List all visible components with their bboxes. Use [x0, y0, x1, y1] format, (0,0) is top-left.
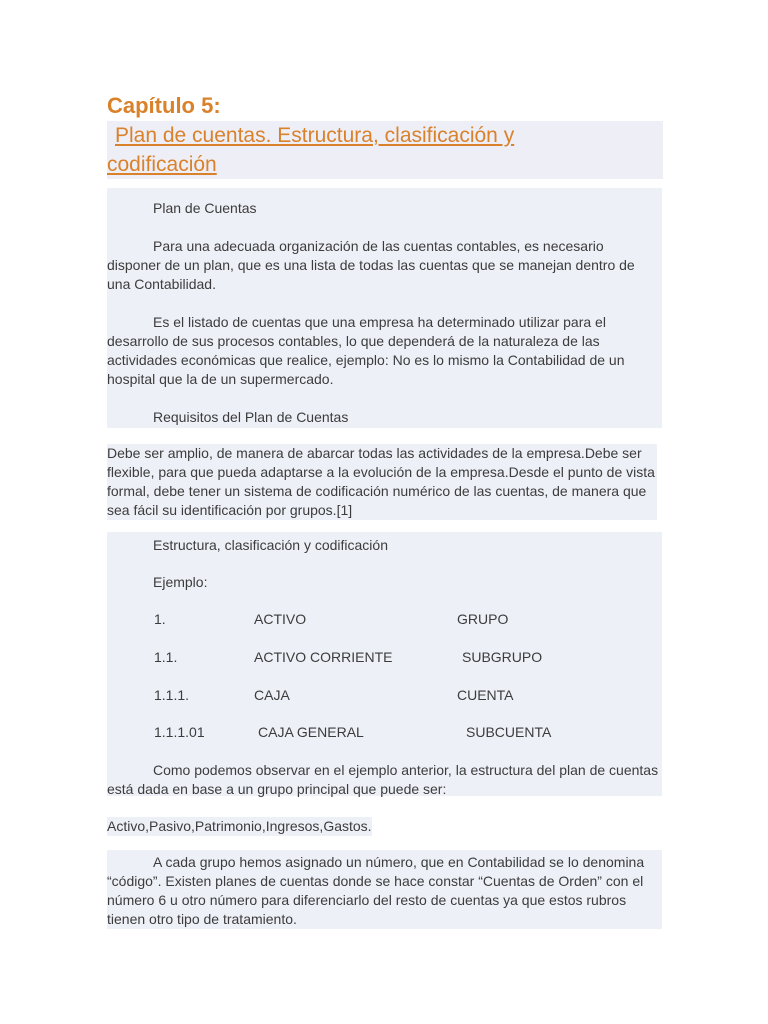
- example-level: CUENTA: [457, 687, 514, 703]
- paragraph-5: A cada grupo hemos asignado un número, que en Contabilidad se lo denomina “código”. Existen planes de cuentas donde se hace constar “Cuentas de Orden” con el número 6 u otro número para diferenciarlo del resto de cuentas ya que estos rubros tienen otro tipo de tratamiento.: [107, 854, 645, 927]
- chapter-label: Capítulo 5:: [107, 93, 221, 118]
- heading-estructura: Estructura, clasificación y codificación: [153, 537, 388, 553]
- example-level: SUBGRUPO: [462, 649, 543, 665]
- heading-requisitos: Requisitos del Plan de Cuentas: [153, 409, 349, 425]
- example-name: ACTIVO: [254, 611, 307, 627]
- paragraph-3: Debe ser amplio, de manera de abarcar todas las actividades de la empresa.Debe ser flexible, para que pueda adaptarse a la evolución de la empresa.Desde el punto de vista formal, debe tener un sistema de codificación numérico de las cuentas, de manera que sea fácil su identificación por grupos.[1]: [107, 445, 655, 518]
- chapter-title-line-2: codificación: [107, 153, 217, 176]
- example-name: ACTIVO CORRIENTE: [254, 649, 393, 665]
- example-code: 1.1.: [154, 649, 178, 665]
- heading-plan-de-cuentas: Plan de Cuentas: [153, 200, 257, 216]
- example-level: GRUPO: [457, 611, 509, 627]
- paragraph-1: Para una adecuada organización de las cuentas contables, es necesario disponer de un plan, que es una lista de todas las cuentas que se manejan dentro de una Contabilidad.: [107, 238, 635, 292]
- example-name: CAJA: [254, 687, 290, 703]
- paragraph-2: Es el listado de cuentas que una empresa ha determinado utilizar para el desarrollo de sus procesos contables, lo que dependerá de la naturaleza de las actividades económicas que realice, ejemplo: No es lo mismo la Contabilidad de un hospital que la de un supermercado.: [107, 314, 625, 387]
- example-name: CAJA GENERAL: [258, 724, 364, 740]
- example-code: 1.1.1.: [154, 687, 190, 703]
- shaded-section-1: [107, 188, 662, 428]
- example-code: 1.1.1.01: [154, 724, 205, 740]
- groups-line: Activo,Pasivo,Patrimonio,Ingresos,Gastos.: [107, 818, 372, 834]
- paragraph-4: Como podemos observar en el ejemplo anterior, la estructura del plan de cuentas está dada en base a un grupo principal que puede ser:: [107, 762, 659, 797]
- example-label: Ejemplo:: [153, 574, 208, 590]
- example-code: 1.: [154, 611, 166, 627]
- chapter-title: [107, 121, 663, 179]
- example-level: SUBCUENTA: [466, 724, 552, 740]
- chapter-title-line-1: Plan de cuentas. Estructura, clasificación y: [115, 124, 515, 147]
